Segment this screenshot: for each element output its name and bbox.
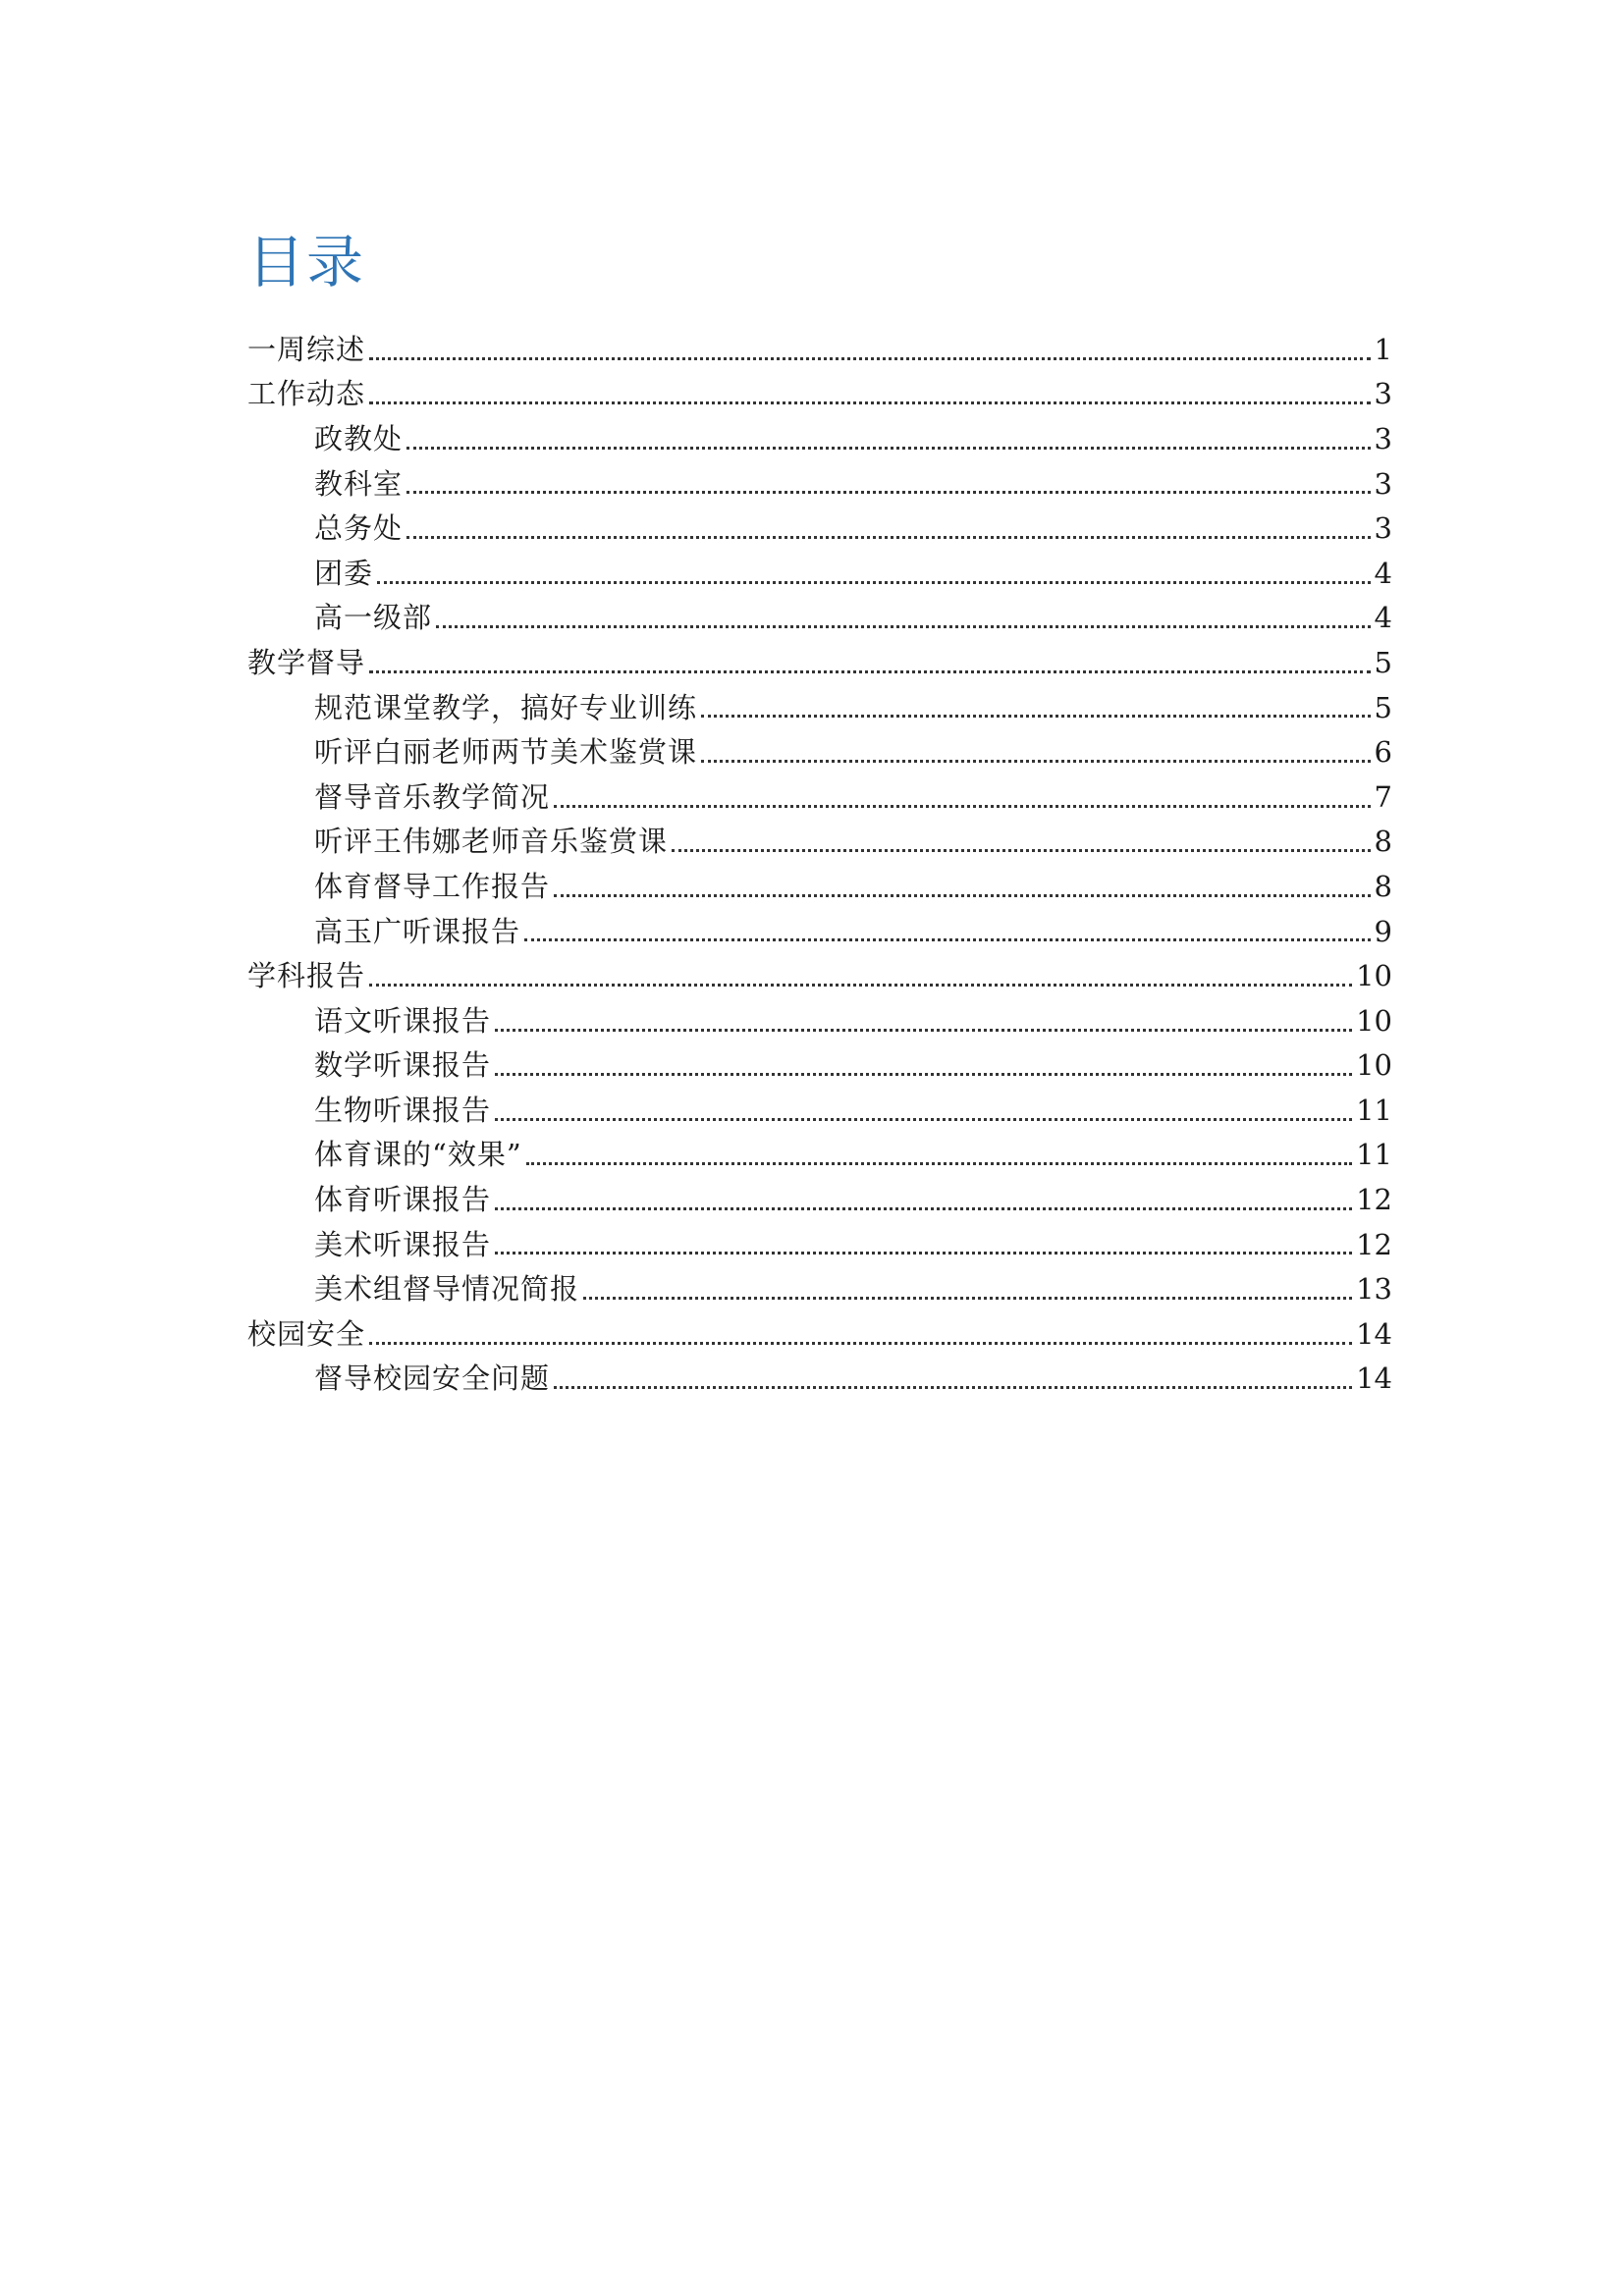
toc-entry-label: 工作动态	[247, 377, 366, 411]
toc-entry-page-number: 12	[1356, 1227, 1392, 1261]
toc-entry-label: 政教处	[314, 421, 404, 455]
toc-dot-leader	[406, 491, 1371, 494]
toc-entry-page-number: 3	[1374, 421, 1392, 455]
toc-subsection-entry[interactable]	[247, 726, 1392, 772]
toc-subsection-entry[interactable]	[247, 503, 1392, 548]
toc-entry-label: 高一级部	[314, 601, 433, 635]
toc-subsection-entry[interactable]	[247, 1085, 1392, 1130]
toc-dot-leader	[495, 1252, 1352, 1255]
toc-entry-page-number: 1	[1374, 332, 1392, 366]
toc-entry-label: 督导校园安全问题	[314, 1362, 551, 1396]
toc-dot-leader	[495, 1118, 1352, 1121]
toc-entry-page-number: 14	[1356, 1362, 1392, 1396]
toc-entry-page-number: 11	[1356, 1138, 1392, 1172]
toc-entry-label: 督导音乐教学简况	[314, 779, 551, 814]
toc-entry-label: 教科室	[314, 466, 404, 501]
toc-entry-page-number: 5	[1374, 645, 1392, 679]
toc-dot-leader	[495, 1029, 1352, 1032]
toc-dot-leader	[369, 1342, 1352, 1345]
toc-dot-leader	[672, 849, 1371, 852]
toc-entry-page-number: 6	[1374, 735, 1392, 770]
toc-subsection-entry[interactable]	[247, 1354, 1392, 1399]
toc-dot-leader	[406, 447, 1371, 450]
toc-entry-page-number: 9	[1374, 914, 1392, 948]
toc-dot-leader	[369, 357, 1371, 360]
toc-subsection-entry[interactable]	[247, 772, 1392, 817]
toc-subsection-entry[interactable]	[247, 906, 1392, 951]
toc-subsection-entry[interactable]	[247, 1263, 1392, 1308]
toc-entry-label: 教学督导	[247, 645, 366, 679]
toc-entry-page-number: 5	[1374, 690, 1392, 724]
toc-entry-page-number: 4	[1374, 601, 1392, 635]
toc-subsection-entry[interactable]	[247, 413, 1392, 458]
toc-section-entry[interactable]	[247, 950, 1392, 995]
toc-section-entry[interactable]	[247, 637, 1392, 682]
toc-subsection-entry[interactable]	[247, 1219, 1392, 1264]
toc-dot-leader	[436, 625, 1371, 628]
toc-entry-page-number: 3	[1374, 377, 1392, 411]
toc-subsection-entry[interactable]	[247, 1041, 1392, 1086]
toc-entry-label: 校园安全	[247, 1316, 366, 1351]
toc-dot-leader	[583, 1297, 1352, 1300]
toc-title: 目录	[247, 229, 366, 295]
toc-dot-leader	[526, 1162, 1352, 1165]
toc-entry-label: 一周综述	[247, 332, 366, 366]
toc-entry-label: 规范课堂教学，搞好专业训练	[314, 690, 698, 724]
toc-section-entry[interactable]	[247, 1308, 1392, 1354]
toc-subsection-entry[interactable]	[247, 593, 1392, 638]
toc-entry-page-number: 14	[1356, 1316, 1392, 1351]
toc-entry-page-number: 4	[1374, 556, 1392, 590]
toc-dot-leader	[495, 1207, 1352, 1210]
toc-list	[247, 324, 1392, 1398]
toc-entry-label: 听评白丽老师两节美术鉴赏课	[314, 735, 698, 770]
toc-dot-leader	[701, 715, 1371, 718]
toc-dot-leader	[369, 401, 1371, 404]
toc-subsection-entry[interactable]	[247, 1174, 1392, 1219]
toc-entry-label: 总务处	[314, 511, 404, 546]
toc-entry-label: 学科报告	[247, 959, 366, 993]
toc-entry-label: 体育督导工作报告	[314, 869, 551, 903]
toc-dot-leader	[554, 805, 1371, 808]
toc-entry-label: 听评王伟娜老师音乐鉴赏课	[314, 825, 669, 859]
toc-subsection-entry[interactable]	[247, 458, 1392, 504]
toc-entry-label: 体育课的“效果”	[314, 1138, 522, 1172]
toc-subsection-entry[interactable]	[247, 682, 1392, 727]
toc-entry-label: 高玉广听课报告	[314, 914, 521, 948]
toc-entry-page-number: 3	[1374, 511, 1392, 546]
toc-subsection-entry[interactable]	[247, 861, 1392, 906]
toc-entry-page-number: 12	[1356, 1183, 1392, 1217]
toc-entry-page-number: 13	[1356, 1272, 1392, 1307]
toc-dot-leader	[369, 984, 1352, 987]
toc-entry-page-number: 11	[1356, 1093, 1392, 1127]
toc-entry-label: 语文听课报告	[314, 1003, 492, 1038]
toc-entry-page-number: 8	[1374, 825, 1392, 859]
toc-entry-page-number: 10	[1356, 1048, 1392, 1083]
toc-entry-page-number: 8	[1374, 869, 1392, 903]
toc-entry-page-number: 7	[1374, 779, 1392, 814]
toc-entry-label: 美术听课报告	[314, 1227, 492, 1261]
toc-subsection-entry[interactable]	[247, 995, 1392, 1041]
toc-dot-leader	[701, 760, 1371, 763]
toc-entry-label: 数学听课报告	[314, 1048, 492, 1083]
toc-dot-leader	[495, 1073, 1352, 1076]
toc-subsection-entry[interactable]	[247, 1130, 1392, 1175]
toc-entry-page-number: 10	[1356, 1003, 1392, 1038]
toc-section-entry[interactable]	[247, 324, 1392, 369]
toc-dot-leader	[369, 670, 1371, 673]
toc-section-entry[interactable]	[247, 369, 1392, 414]
toc-entry-label: 生物听课报告	[314, 1093, 492, 1127]
toc-entry-label: 美术组督导情况简报	[314, 1272, 580, 1307]
toc-subsection-entry[interactable]	[247, 548, 1392, 593]
toc-subsection-entry[interactable]	[247, 817, 1392, 862]
toc-entry-label: 体育听课报告	[314, 1183, 492, 1217]
toc-dot-leader	[406, 536, 1371, 539]
toc-entry-page-number: 10	[1356, 959, 1392, 993]
toc-dot-leader	[377, 581, 1371, 584]
toc-dot-leader	[524, 938, 1371, 941]
toc-dot-leader	[554, 1386, 1352, 1389]
toc-dot-leader	[554, 894, 1371, 897]
toc-entry-page-number: 3	[1374, 466, 1392, 501]
toc-entry-label: 团委	[314, 556, 374, 590]
